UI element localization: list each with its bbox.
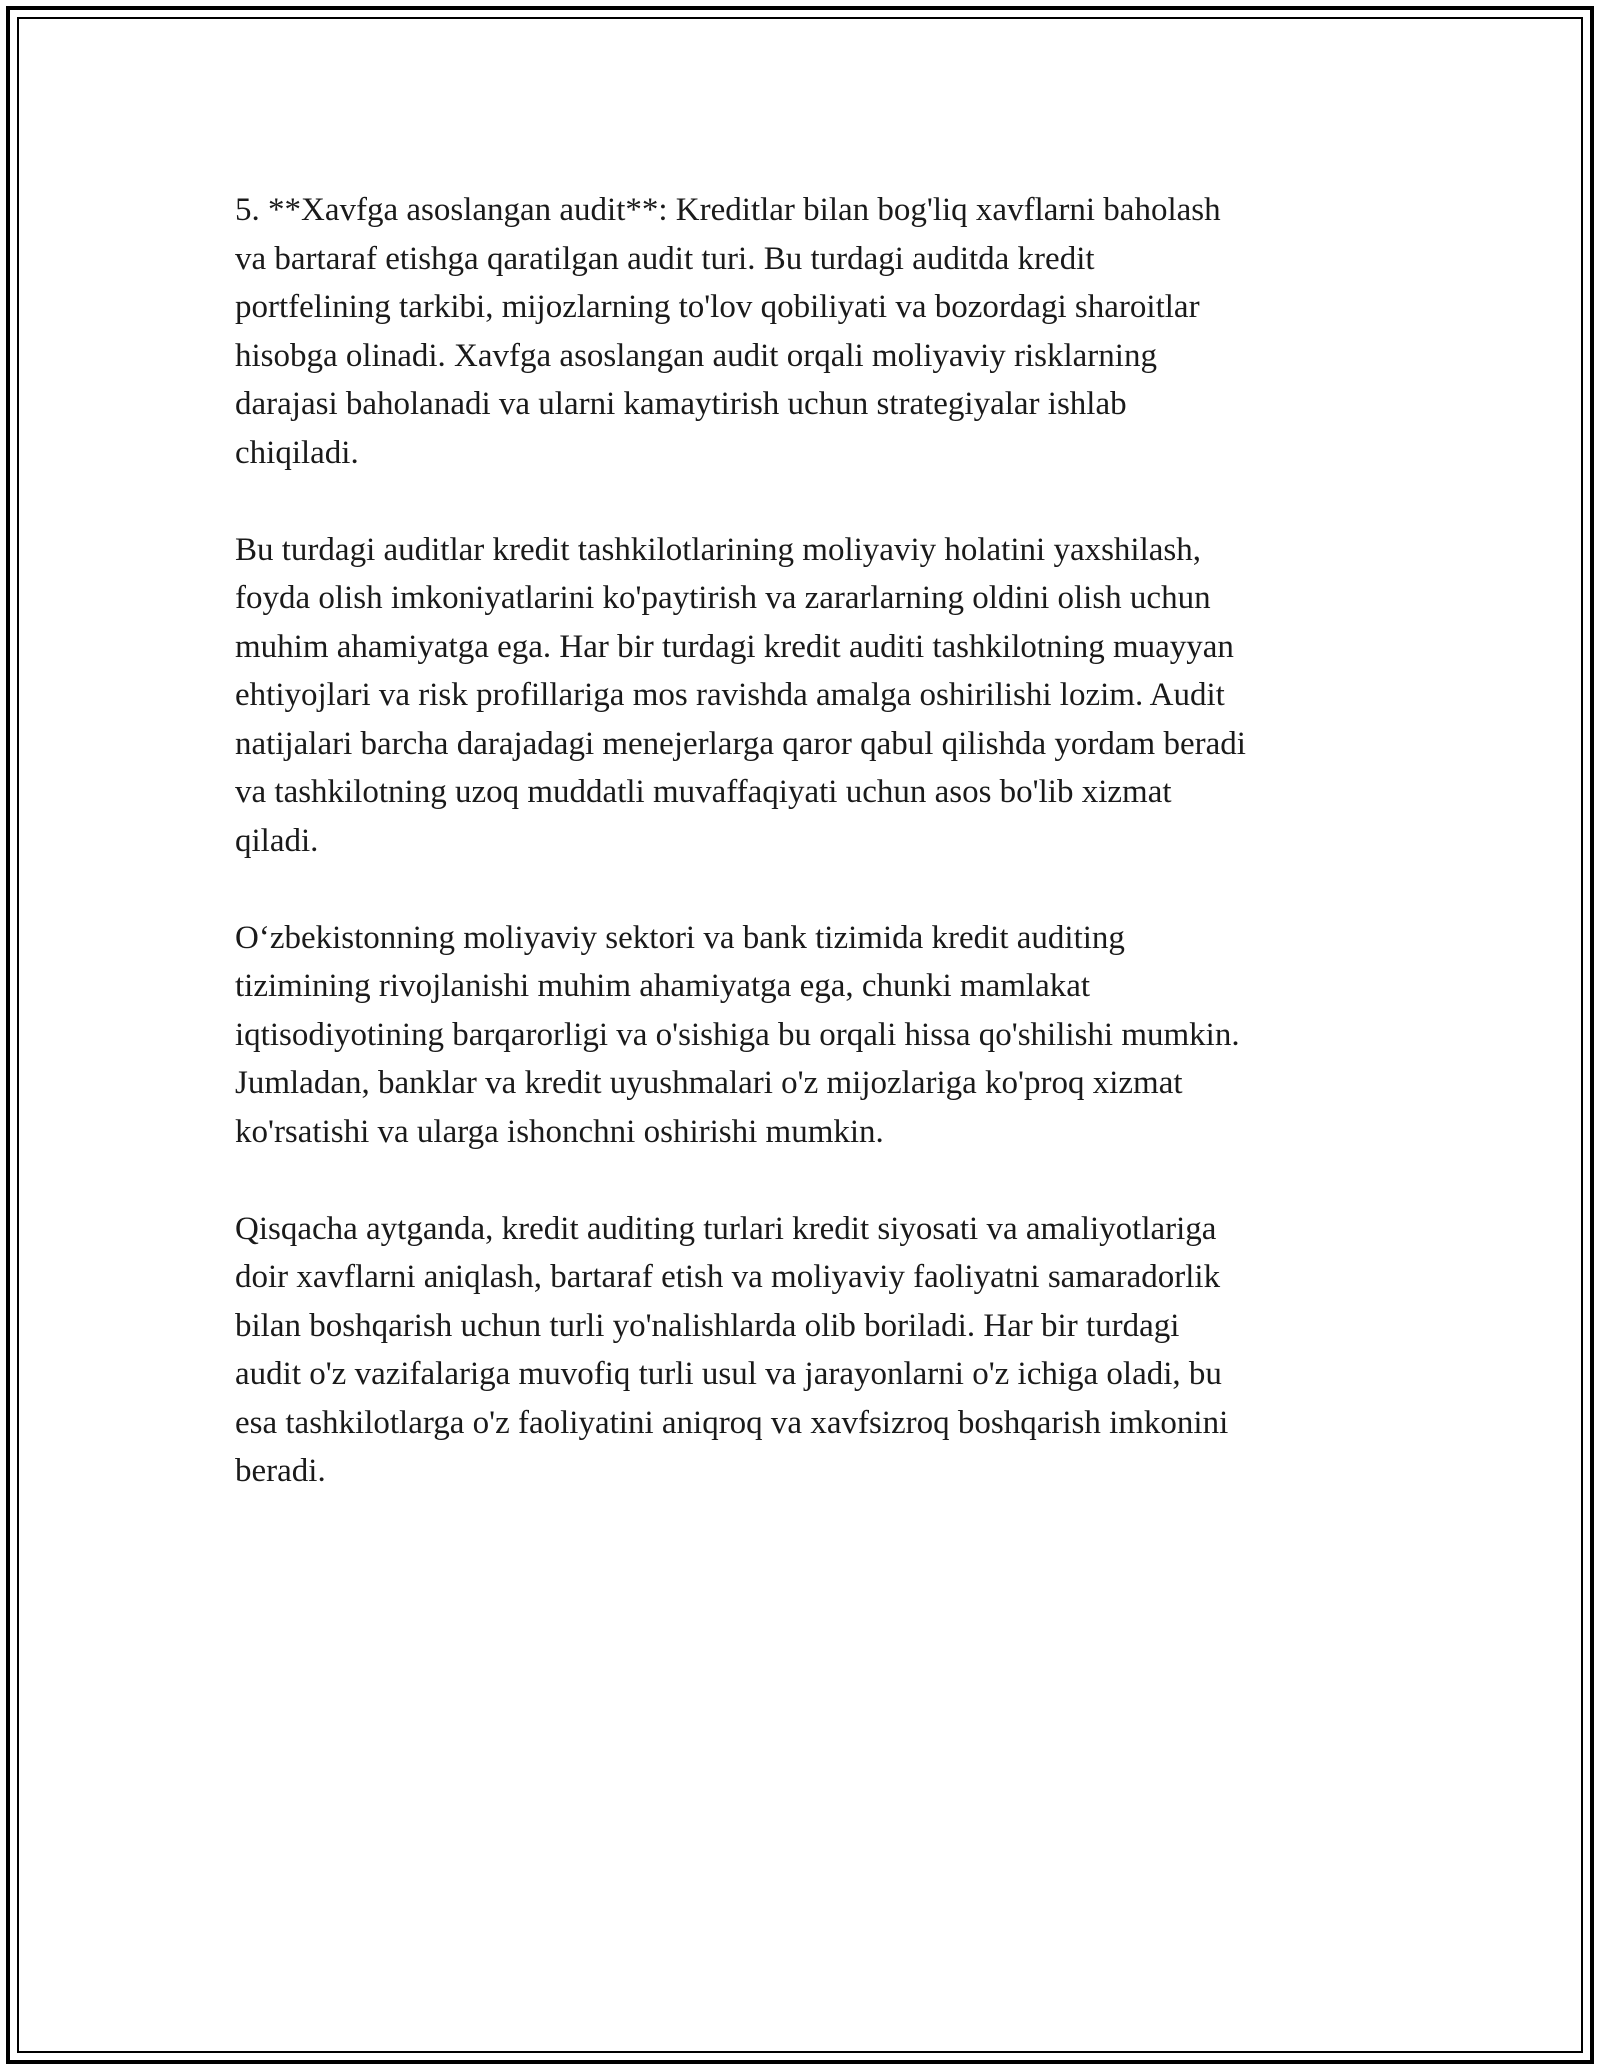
text-line: qiladi. bbox=[235, 822, 319, 859]
text-line: ehtiyojlari va risk profillariga mos ravishda amalga oshirilishi lozim. Audit bbox=[235, 677, 1225, 713]
paragraph-risk-based-audit bbox=[235, 186, 1365, 477]
text-line: Qisqacha aytganda, kredit auditing turlari kredit siyosati va amaliyotlariga bbox=[235, 1210, 1217, 1247]
text-line: tizimining rivojlanishi muhim ahamiyatga ega, chunki mamlakat bbox=[235, 968, 1091, 1004]
text-line: chiqiladi. bbox=[235, 434, 359, 471]
text-line: va bartaraf etishga qaratilgan audit turi. Bu turdagi auditda kredit bbox=[235, 240, 1095, 277]
paragraph-summary bbox=[235, 1205, 1365, 1496]
text-line: bilan boshqarish uchun turli yo'nalishlarda olib boriladi. Har bir turdagi bbox=[235, 1307, 1180, 1344]
text-line: portfelining tarkibi, mijozlarning to'lov qobiliyati va bozordagi sharoitlar bbox=[235, 289, 1200, 325]
text-line: darajasi baholanadi va ularni kamaytirish uchun strategiyalar ishlab bbox=[235, 386, 1127, 422]
text-line: O‘zbekistonning moliyaviy sektori va bank tizimida kredit auditing bbox=[235, 919, 1125, 956]
paragraph-uzbekistan-sector bbox=[235, 914, 1365, 1157]
document-body bbox=[235, 186, 1365, 1544]
text-line: beradi. bbox=[235, 1453, 326, 1489]
text-line: Bu turdagi auditlar kredit tashkilotlarining moliyaviy holatini yaxshilash, bbox=[235, 531, 1202, 568]
text-line: natijalari barcha darajadagi menejerlarga qaror qabul qilishda yordam beradi bbox=[235, 725, 1246, 762]
text-line: foyda olish imkoniyatlarini ko'paytirish va zararlarning oldini olish uchun bbox=[235, 580, 1211, 616]
text-line: doir xavflarni aniqlash, bartaraf etish va moliyaviy faoliyatni samaradorlik bbox=[235, 1259, 1221, 1295]
text-line: Jumladan, banklar va kredit uyushmalari o'z mijozlariga ko'proq xizmat bbox=[235, 1065, 1183, 1101]
text-line: muhim ahamiyatga ega. Har bir turdagi kredit auditi tashkilotning muayyan bbox=[235, 628, 1234, 665]
text-line: 5. **Xavfga asoslangan audit**: Kreditlar bilan bog'liq xavflarni baholash bbox=[235, 192, 1221, 228]
text-line: esa tashkilotlarga o'z faoliyatini aniqroq va xavfsizroq boshqarish imkonini bbox=[235, 1404, 1229, 1441]
text-line: va tashkilotning uzoq muddatli muvaffaqiyati uchun asos bo'lib xizmat bbox=[235, 774, 1172, 810]
text-line: hisobga olinadi. Xavfga asoslangan audit orqali moliyaviy risklarning bbox=[235, 337, 1157, 374]
text-line: ko'rsatishi va ularga ishonchni oshirishi mumkin. bbox=[235, 1113, 884, 1150]
paragraph-audit-importance bbox=[235, 526, 1365, 866]
text-line: audit o'z vazifalariga muvofiq turli usul va jarayonlarni o'z ichiga oladi, bu bbox=[235, 1356, 1222, 1392]
text-line: iqtisodiyotining barqarorligi va o'sishiga bu orqali hissa qo'shilishi mumkin. bbox=[235, 1016, 1240, 1053]
